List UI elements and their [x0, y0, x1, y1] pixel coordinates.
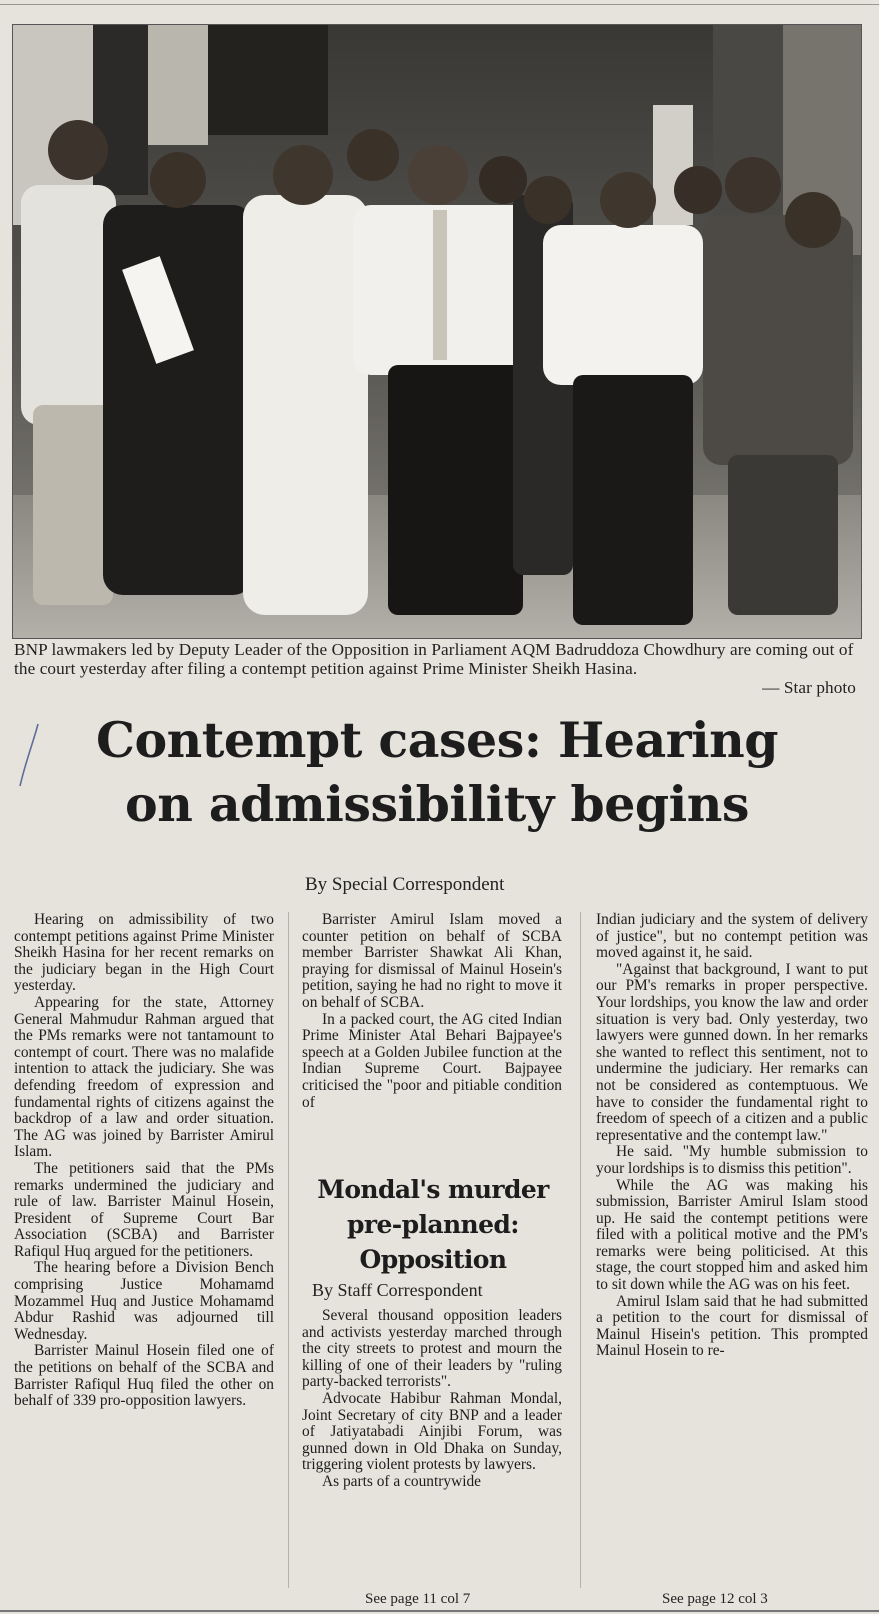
sub-story-body [302, 1308, 562, 1491]
bottom-rule [0, 1610, 879, 1612]
paragraph: Advocate Habibur Rahman Mondal, Joint Secretary of city BNP and a leader of Jatiyatabadi Ainjibi Forum, was gunned down in Old Dhaka on Sunday, triggering violent protests by lawyers. [302, 1389, 562, 1474]
paragraph: The hearing before a Division Bench comprising Justice Mohamamd Mozammel Huq and Justice Mohamamd Abdur Rashid was adjourned till Wednesday. [14, 1259, 274, 1343]
photo-illustration [13, 25, 861, 638]
sub-story-headline: Mondal's murder pre-planned: Opposition [317, 1175, 549, 1274]
headline [12, 708, 862, 836]
column-divider [288, 912, 289, 1588]
sub-story-byline: By Staff Correspondent [312, 1280, 483, 1300]
paragraph: Appearing for the state, Attorney General Mahmudur Rahman argued that the PMs remarks were not tantamount to contempt of court. There was no malafide intention to attack the judiciary. She was defending freedom of expression and fundamental rights of citizens against the backdrop of a law and order situation. The AG was joined by Barrister Amirul Islam. [14, 993, 274, 1161]
column-divider [580, 912, 581, 1588]
paragraph: In a packed court, the AG cited Indian Prime Minister Atal Behari Bajpayee's speech at a Golden Jubilee function at the Indian Supreme Court. Bajpayee criticised the "poor and pitiable condition of [302, 1010, 562, 1111]
photo-credit: — Star photo [762, 678, 856, 697]
paragraph: Hearing on admissibility of two contempt petitions against Prime Minister Sheikh Hasina for her recent remarks on the judiciary began in the High Court yesterday. [14, 911, 274, 995]
caption-text: BNP lawmakers led by Deputy Leader of the Opposition in Parliament AQM Badruddoza Chowdhury are coming out of the court yesterday after filing a contempt petition against Prime Minister Sheikh Hasina. [14, 640, 854, 678]
article-column-1 [14, 912, 274, 1410]
sub-story-jump: See page 11 col 7 [365, 1591, 471, 1607]
headline-line-1: Contempt cases: Hearing [95, 711, 779, 769]
paragraph: While the AG was making his submission, Barrister Amirul Islam stood up. He said the contempt petitions were filed with a political motive and the PM's remarks were being politicised. At this stage, the court stopped him and asked him to sit down while the AG was on his feet. [596, 1176, 868, 1294]
paragraph: Barrister Mainul Hosein filed one of the petitions on behalf of the SCBA and Barrister Rafiqul Huq filed the other on behalf of 339 pro-opposition lawyers. [14, 1342, 274, 1410]
photo-caption [14, 640, 862, 697]
news-photo [12, 24, 862, 639]
paragraph: "Against that background, I want to put our PM's remarks in proper perspective. Your lordships, you know the law and order situation is very bad. Only yesterday, two lawyers were gunned down. In her remarks she wanted to reflect this sentiment, not to undermine the judiciary. Her remarks can not be considered as contemptuous. We have to consider the fundamental right to freedom of speech of a citizen and a public representative and the contempt law." [596, 960, 868, 1144]
article-column-3 [596, 912, 868, 1360]
paragraph: The petitioners said that the PMs remarks undermined the judiciary and rule of law. Barrister Mainul Hosein, President of Supreme Court Bar Association (SCBA) and Barrister Rafiqul Huq argued for the petitioners. [14, 1159, 274, 1260]
paragraph: He said. "My humble submission to your lordships is to dismiss this petition". [596, 1143, 868, 1177]
top-rule [0, 4, 879, 5]
paragraph: Several thousand opposition leaders and activists yesterday marched through the city streets to protest and mourn the killing of one of their leaders by "ruling party-backed terrorists". [302, 1307, 562, 1391]
main-story-jump: See page 12 col 3 [662, 1591, 768, 1607]
paragraph: Amirul Islam said that he had submitted a petition to the court for dismissal of Mainul Hisein's petition. This prompted Mainul Hosein to re- [596, 1292, 868, 1360]
paragraph: As parts of a countrywide [322, 1472, 481, 1490]
paragraph: Barrister Amirul Islam moved a counter petition on behalf of SCBA member Barrister Shawkat Ali Khan, praying for dismissal of Mainul Hosein's petition, saying he had no right to move it on behalf of SCBA. [302, 911, 562, 1011]
article-column-2 [302, 912, 562, 1111]
headline-line-2: on admissibility begins [125, 775, 749, 833]
main-byline: By Special Correspondent [305, 874, 505, 895]
paragraph: Indian judiciary and the system of delivery of justice", but no contempt petition was moved against it, he said. [596, 911, 868, 962]
